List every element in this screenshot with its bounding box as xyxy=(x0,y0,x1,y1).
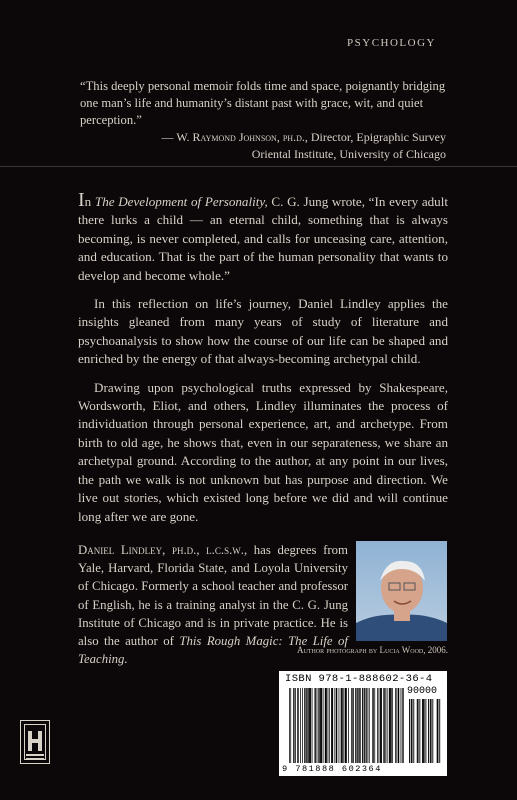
barcode-bar xyxy=(328,688,329,763)
addon-bar xyxy=(413,699,414,763)
addon-bar xyxy=(424,699,425,763)
barcode-bar xyxy=(360,688,361,763)
barcode-bar xyxy=(314,688,315,763)
barcode-bar xyxy=(308,688,309,763)
author-photo xyxy=(356,541,447,641)
barcode-bar xyxy=(331,688,332,763)
barcode-bar xyxy=(341,688,342,763)
barcode-bar xyxy=(384,688,385,763)
barcode-bar xyxy=(343,688,344,763)
endorsement-attribution: — W. Raymond Johnson, ph.d., Director, Epigraphic Survey Oriental Institute, University of Chicago xyxy=(161,130,446,161)
barcode-bar xyxy=(345,688,346,763)
attrib-org: Oriental Institute, University of Chicago xyxy=(251,147,446,161)
barcode-bar xyxy=(369,688,370,763)
barcode-bar xyxy=(298,688,299,763)
barcode-bar xyxy=(320,688,321,763)
barcode-bar xyxy=(377,688,378,763)
barcode-bar xyxy=(403,688,404,763)
description-paragraph-2: In this reflection on life’s journey, Daniel Lindley applies the insights gleaned from many years of study of literature and psychoanalysis to show how the course of our life can be shaped and enriched by the energy of that always-becoming archetypal child. xyxy=(78,296,448,367)
barcode-bar xyxy=(357,688,358,763)
addon-bar xyxy=(438,699,439,763)
description-paragraph-1 xyxy=(78,190,448,285)
addon-bar xyxy=(422,699,423,763)
barcode-bar xyxy=(319,688,320,763)
barcode-bar xyxy=(355,688,356,763)
isbn-text: ISBN 978-1-888602-36-4 xyxy=(285,673,433,685)
other-book-title: This Rough Magic: The Life of Teaching. xyxy=(78,634,348,667)
barcode-bar xyxy=(352,688,353,763)
barcode-bar xyxy=(390,688,391,763)
book-description xyxy=(78,190,448,536)
barcode-bar xyxy=(381,688,382,763)
author-name: Daniel Lindley, ph.d., l.c.s.w., xyxy=(78,543,248,557)
barcode-bar xyxy=(345,688,346,763)
addon-bar xyxy=(425,699,426,763)
barcode-bar xyxy=(364,688,365,763)
barcode-bar xyxy=(346,688,347,763)
price-code: 90000 xyxy=(406,686,437,697)
barcode-bar xyxy=(390,688,391,763)
p1-pre: n xyxy=(84,194,95,209)
barcode-bar xyxy=(297,688,298,763)
barcode-bar xyxy=(391,688,392,763)
barcode-bar xyxy=(326,688,327,763)
barcode-bar xyxy=(295,688,296,763)
barcode-bar xyxy=(293,688,294,763)
barcode-bar xyxy=(379,688,380,763)
category-label: PSYCHOLOGY xyxy=(347,37,436,49)
barcode-bar xyxy=(332,688,333,763)
barcode-bar xyxy=(372,688,373,763)
price-barcode-bars xyxy=(409,699,441,763)
barcode-bar xyxy=(332,688,333,763)
addon-bar xyxy=(419,699,420,763)
drop-cap: I xyxy=(78,189,85,211)
barcode-bar xyxy=(395,688,396,763)
barcode-bar xyxy=(396,688,397,763)
barcode-bar xyxy=(373,688,374,763)
barcode-bar xyxy=(341,688,342,763)
barcode-bar xyxy=(401,688,402,763)
barcode-bar xyxy=(380,688,381,763)
addon-bar xyxy=(411,699,412,763)
addon-bar xyxy=(439,699,440,763)
barcode-bar xyxy=(351,688,352,763)
barcode-bar xyxy=(389,688,390,763)
barcode-bar xyxy=(294,688,295,763)
barcode-bar xyxy=(318,688,319,763)
author-bio-text: has degrees from Yale, Harvard, Florida State, and Loyola University of Chicago. Formerly a school teacher and professor of English, he is a training analyst in the C. G. Jung Institute of Chicago and is in private practice. He is also the author of xyxy=(78,543,349,649)
barcode-bar xyxy=(317,688,318,763)
barcode-bar xyxy=(307,688,308,763)
barcode-bars xyxy=(289,688,404,763)
addon-bar xyxy=(409,699,410,763)
addon-bar xyxy=(423,699,424,763)
barcode-bar xyxy=(329,688,330,763)
barcode-bar xyxy=(305,688,306,763)
barcode-bar xyxy=(381,688,382,763)
barcode-bar xyxy=(385,688,386,763)
addon-bar xyxy=(431,699,432,763)
p1-rest: C. G. Jung wrote, “In every adult there lurks a child — an eternal child, something that is always becoming, is never completed, and calls for unceasing care, attention, and education. That is the part of the human personality that wants to develop and become whole.” xyxy=(78,194,449,283)
barcode-bar xyxy=(290,688,291,763)
barcode-bar xyxy=(368,688,369,763)
description-paragraph-3: Drawing upon psychological truths expressed by Shakespeare, Wordsworth, Eliot, and others, Lindley illuminates the process of individuation through personal experience, art, and archetype. From birth to old age, he shows that, even in our separateness, we share an archetypal ground. According to the author, at any point in our lives, the path we walk is not unknown but has purpose and direction. We live out stories, which existed long before we did and will continue long after we are gone. xyxy=(78,379,448,524)
barcode-bar xyxy=(374,688,375,763)
barcode-bar xyxy=(304,688,305,763)
divider xyxy=(0,166,517,167)
barcode-bar xyxy=(306,688,307,763)
addon-bar xyxy=(437,699,438,763)
barcode-number: 9 781888 602364 xyxy=(282,764,382,774)
barcode-bar xyxy=(398,688,399,763)
barcode-bar xyxy=(310,688,311,763)
jung-book-title: The Development of Personality, xyxy=(94,194,268,209)
barcode-bar xyxy=(300,688,301,763)
barcode-bar xyxy=(339,688,340,763)
barcode-bar xyxy=(365,688,366,763)
barcode-bar xyxy=(321,688,322,763)
barcode-bar xyxy=(387,688,388,763)
isbn-barcode xyxy=(279,671,447,776)
barcode-bar xyxy=(353,688,354,763)
barcode-bar xyxy=(358,688,359,763)
barcode-bar xyxy=(337,688,338,763)
barcode-bar xyxy=(383,688,384,763)
barcode-bar xyxy=(334,688,335,763)
addon-bar xyxy=(428,699,429,763)
barcode-bar xyxy=(392,688,393,763)
addon-bar xyxy=(417,699,418,763)
barcode-bar xyxy=(359,688,360,763)
addon-bar xyxy=(418,699,419,763)
barcode-bar xyxy=(348,688,349,763)
barcode-bar xyxy=(321,688,322,763)
barcode-bar xyxy=(289,688,290,763)
barcode-bar xyxy=(336,688,337,763)
barcode-bar xyxy=(309,688,310,763)
barcode-bar xyxy=(366,688,367,763)
addon-bar xyxy=(412,699,413,763)
barcode-bar xyxy=(326,688,327,763)
addon-bar xyxy=(432,699,433,763)
attrib-degree: ph.d. xyxy=(282,130,305,144)
barcode-bar xyxy=(312,688,313,763)
barcode-bar xyxy=(310,688,311,763)
barcode-bar xyxy=(362,688,363,763)
endorsement-blurb xyxy=(80,78,446,163)
barcode-bar xyxy=(323,688,324,763)
barcode-bar xyxy=(325,688,326,763)
barcode-bar xyxy=(356,688,357,763)
addon-bar xyxy=(430,699,431,763)
barcode-bar xyxy=(398,688,399,763)
publisher-logo xyxy=(20,720,50,764)
photo-credit: Author photograph by Lucia Wood, 2006. xyxy=(297,645,448,655)
barcode-bar xyxy=(402,688,403,763)
barcode-bar xyxy=(302,688,303,763)
barcode-bar xyxy=(342,688,343,763)
attrib-name: — W. Raymond Johnson xyxy=(161,130,277,144)
barcode-bar xyxy=(315,688,316,763)
barcode-bar xyxy=(363,688,364,763)
endorsement-quote: “This deeply personal memoir folds time and space, poignantly bridging one man’s life and humanity’s distant past with grace, wit, and quiet perception.” xyxy=(80,79,446,127)
attrib-title: , Director, Epigraphic Survey xyxy=(304,130,446,144)
